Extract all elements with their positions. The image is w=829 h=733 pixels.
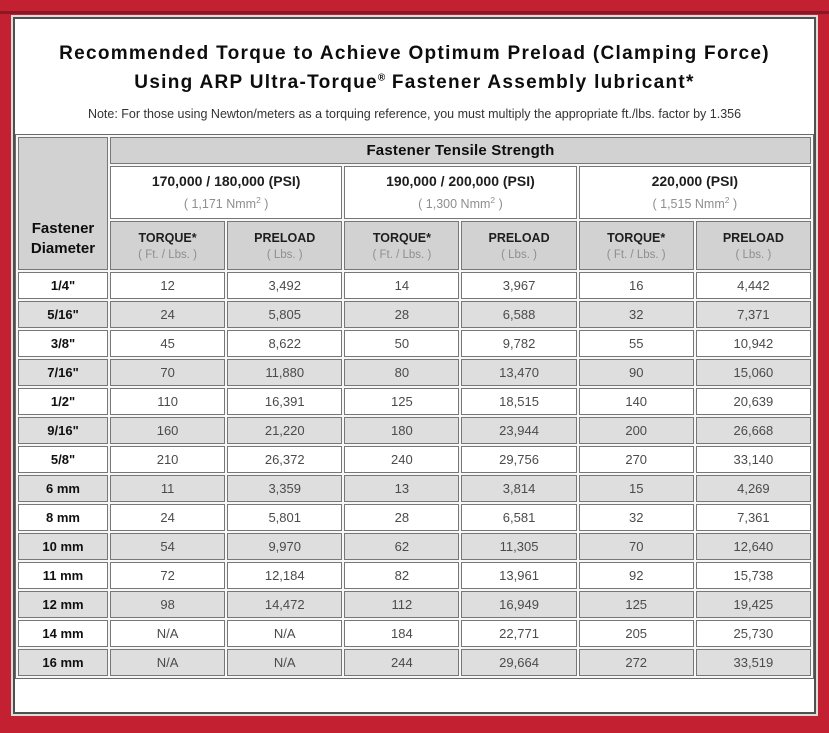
diameter-cell: 7/16" [18,359,108,386]
value-cell: 33,140 [696,446,811,473]
nmm-sup-1: 2 [256,195,261,206]
value-cell: 20,639 [696,388,811,415]
value-cell: 15,738 [696,562,811,589]
value-cell: 15 [579,475,694,502]
value-cell: 240 [344,446,459,473]
value-cell: 14,472 [227,591,342,618]
torque-unit-3: ( Ft. / Lbs. ) [606,248,666,261]
table-row [18,272,811,299]
torque-header-3 [579,221,694,270]
preload-label-3: PRELOAD [722,230,784,245]
value-cell: 11,880 [227,359,342,386]
table-row [18,330,811,357]
nmm-sup-2: 2 [490,195,496,206]
value-cell: 32 [579,301,694,328]
value-cell: 16 [579,272,694,299]
psi-rating-2: 190,000 / 200,000 (PSI) [386,173,535,190]
diameter-cell: 1/2" [18,388,108,415]
nmm-rating-1 [111,195,341,211]
torque-table [15,134,814,679]
value-cell: 28 [344,504,459,531]
table-row [18,388,811,415]
value-cell: 9,970 [227,533,342,560]
value-cell: 18,515 [461,388,576,415]
value-cell: 62 [344,533,459,560]
value-cell: 12 [110,272,225,299]
diameter-cell: 16 mm [18,649,108,676]
nmm-rating-3 [580,195,810,211]
table-row [18,359,811,386]
value-cell: 29,756 [461,446,576,473]
table-row [18,301,811,328]
value-cell: 3,814 [461,475,576,502]
value-cell: 15,060 [696,359,811,386]
torque-header-1 [110,221,225,270]
value-cell: 11 [110,475,225,502]
title-line-1: Recommended Torque to Achieve Optimum Preload (Clamping Force) [59,43,770,64]
preload-label-1: PRELOAD [254,230,316,245]
content-panel [13,17,816,714]
value-cell: N/A [227,649,342,676]
table-row [18,446,811,473]
value-cell: 13 [344,475,459,502]
value-cell: 112 [344,591,459,618]
diameter-cell: 12 mm [18,591,108,618]
title-line-2-prefix: Using ARP Ultra-Torque [134,71,378,93]
nmm-base-1: ( 1,171 Nmm [183,197,257,212]
preload-header-2 [461,221,576,270]
value-cell: 90 [579,359,694,386]
value-cell: 125 [344,388,459,415]
nmm-base-2: ( 1,300 Nmm [418,197,491,212]
preload-header-3 [696,221,811,270]
diameter-cell: 10 mm [18,533,108,560]
value-cell: 54 [110,533,225,560]
preload-unit-2: ( Lbs. ) [501,248,537,261]
torque-label-3: TORQUE* [607,230,666,245]
diameter-cell: 1/4" [18,272,108,299]
value-cell: 82 [344,562,459,589]
value-cell: 32 [579,504,694,531]
value-cell: 9,782 [461,330,576,357]
value-cell: 160 [110,417,225,444]
value-cell: 55 [579,330,694,357]
value-cell: 70 [579,533,694,560]
value-cell: 184 [344,620,459,647]
torque-label-2: TORQUE* [372,230,431,245]
diameter-cell: 6 mm [18,475,108,502]
value-cell: 5,805 [227,301,342,328]
tensile-strength-header: Fastener Tensile Strength [110,137,811,164]
value-cell: 8,622 [227,330,342,357]
value-cell: 92 [579,562,694,589]
table-row [18,504,811,531]
value-cell: 7,361 [696,504,811,531]
value-cell: 210 [110,446,225,473]
value-cell: 13,470 [461,359,576,386]
nmm-close-2: ) [495,197,503,212]
value-cell: 6,581 [461,504,576,531]
diameter-cell: 9/16" [18,417,108,444]
value-cell: 205 [579,620,694,647]
psi-group-header-3 [579,166,811,219]
nmm-close-1: ) [260,197,269,212]
value-cell: 16,949 [461,591,576,618]
preload-unit-1: ( Lbs. ) [266,248,303,261]
value-cell: 10,942 [696,330,811,357]
table-row [18,475,811,502]
value-cell: 13,961 [461,562,576,589]
diameter-cell: 14 mm [18,620,108,647]
value-cell: 270 [579,446,694,473]
newton-meters-note: Note: For those using Newton/meters as a torquing reference, you must multiply the appropriate ft./lbs. factor by 1.356 [87,107,742,121]
value-cell: 28 [344,301,459,328]
value-cell: 33,519 [696,649,811,676]
torque-label-1: TORQUE* [138,230,197,245]
value-cell: 180 [344,417,459,444]
nmm-sup-3: 2 [724,195,730,206]
value-cell: 140 [579,388,694,415]
value-cell: 25,730 [696,620,811,647]
value-cell: 5,801 [227,504,342,531]
value-cell: 3,967 [461,272,576,299]
value-cell: 110 [110,388,225,415]
preload-header-1 [227,221,342,270]
value-cell: 22,771 [461,620,576,647]
nmm-close-3: ) [729,197,738,212]
value-cell: 72 [110,562,225,589]
fastener-diameter-header: Fastener Diameter [18,137,108,270]
torque-unit-2: ( Ft. / Lbs. ) [372,248,432,261]
value-cell: 19,425 [696,591,811,618]
nmm-base-3: ( 1,515 Nmm [652,197,725,212]
title-line-2-suffix: Fastener Assembly lubricant* [385,71,695,93]
value-cell: N/A [110,620,225,647]
diameter-cell: 11 mm [18,562,108,589]
table-row [18,620,811,647]
nmm-rating-2 [345,195,575,211]
value-cell: 16,391 [227,388,342,415]
value-cell: 125 [579,591,694,618]
table-body [18,272,811,676]
top-accent-line [0,11,829,14]
diameter-cell: 5/8" [18,446,108,473]
registered-trademark-symbol: ® [377,72,386,84]
value-cell: 50 [344,330,459,357]
value-cell: 70 [110,359,225,386]
preload-label-2: PRELOAD [488,230,550,245]
table-row [18,649,811,676]
value-cell: 24 [110,301,225,328]
torque-header-2 [344,221,459,270]
torque-unit-1: ( Ft. / Lbs. ) [138,248,197,261]
value-cell: 244 [344,649,459,676]
tensile-header-row [18,137,811,164]
value-cell: 21,220 [227,417,342,444]
psi-rating-1: 170,000 / 180,000 (PSI) [151,173,301,190]
diameter-cell: 8 mm [18,504,108,531]
diameter-cell: 5/16" [18,301,108,328]
value-cell: 23,944 [461,417,576,444]
value-cell: 4,269 [696,475,811,502]
value-cell: 272 [579,649,694,676]
value-cell: 45 [110,330,225,357]
value-cell: 29,664 [461,649,576,676]
value-cell: 98 [110,591,225,618]
table-row [18,533,811,560]
value-cell: 3,492 [227,272,342,299]
value-cell: N/A [110,649,225,676]
value-cell: 26,668 [696,417,811,444]
value-cell: 11,305 [461,533,576,560]
value-cell: 12,184 [227,562,342,589]
value-cell: 80 [344,359,459,386]
value-cell: 24 [110,504,225,531]
preload-unit-3: ( Lbs. ) [735,248,772,261]
value-cell: N/A [227,620,342,647]
value-cell: 7,371 [696,301,811,328]
psi-header-row [18,166,811,219]
table-row [18,562,811,589]
value-cell: 26,372 [227,446,342,473]
value-cell: 14 [344,272,459,299]
page-title [15,40,814,97]
table-row [18,417,811,444]
psi-group-header-2 [344,166,576,219]
value-cell: 200 [579,417,694,444]
value-cell: 12,640 [696,533,811,560]
value-cell: 4,442 [696,272,811,299]
table-row [18,591,811,618]
psi-group-header-1 [110,166,342,219]
sub-header-row [18,221,811,270]
value-cell: 3,359 [227,475,342,502]
psi-rating-3: 220,000 (PSI) [651,173,738,190]
value-cell: 6,588 [461,301,576,328]
diameter-cell: 3/8" [18,330,108,357]
title-line-2 [134,72,694,93]
